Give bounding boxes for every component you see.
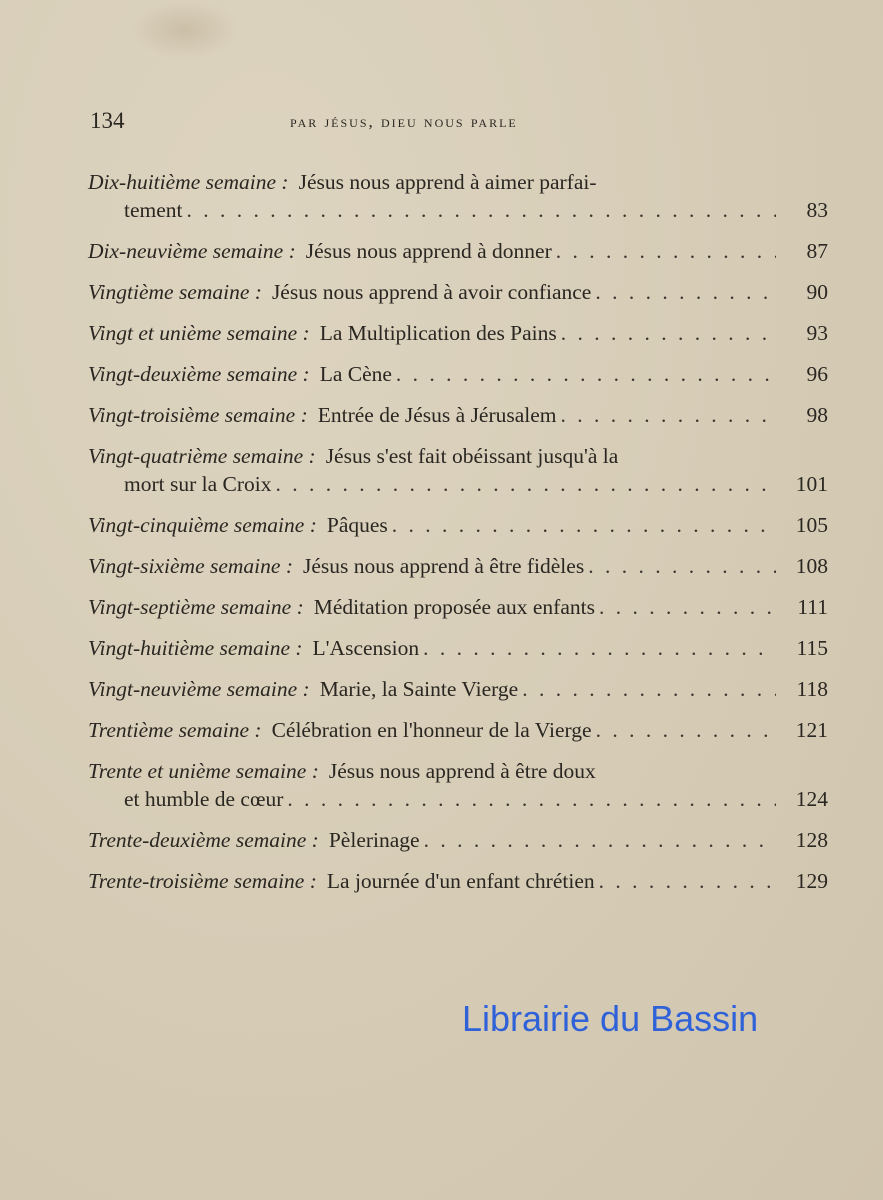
toc-entry: [88, 634, 828, 662]
toc-entry: [88, 278, 828, 306]
toc-page-number: 121: [795, 718, 828, 742]
toc-week: Vingt-huitième semaine :: [88, 636, 303, 660]
dot-leader: [396, 360, 776, 388]
toc-page-number: 90: [806, 280, 828, 304]
toc-page-number: 83: [806, 198, 828, 222]
toc-week: Vingt et unième semaine :: [88, 321, 310, 345]
toc-entry: [88, 237, 828, 265]
dot-leader: [287, 785, 776, 813]
toc-title: La Cène: [319, 362, 392, 386]
toc-entry: [88, 867, 828, 895]
toc-page-number: 93: [806, 321, 828, 345]
dot-leader: [599, 867, 776, 895]
toc-page-number: 115: [796, 636, 828, 660]
toc-week: Vingt-cinquième semaine :: [88, 513, 317, 537]
toc-title: La Multiplication des Pains: [319, 321, 557, 345]
dot-leader: [599, 593, 776, 621]
toc-title: L'Ascension: [312, 636, 420, 660]
toc-title: Pâques: [326, 513, 388, 537]
toc-page-number: 96: [806, 362, 828, 386]
toc-entry: [88, 401, 828, 429]
toc-week: Trente-deuxième semaine :: [88, 828, 319, 852]
dot-leader: [588, 552, 776, 580]
dot-leader: [561, 319, 776, 347]
watermark: Librairie du Bassin: [462, 998, 759, 1039]
toc-page-number: 111: [797, 595, 828, 619]
toc-week: Trentième semaine :: [88, 718, 262, 742]
page-header: [90, 108, 630, 138]
dot-leader: [561, 401, 776, 429]
toc-page-number: 124: [795, 787, 828, 811]
toc-week: Vingt-sixième semaine :: [88, 554, 293, 578]
toc-entry: [88, 360, 828, 388]
toc-title-continued: et humble de cœur: [124, 787, 284, 811]
toc-entry: [88, 826, 828, 854]
dot-leader: [423, 634, 776, 662]
toc-page-number: 87: [806, 239, 828, 263]
dot-leader: [596, 716, 776, 744]
toc-title: La journée d'un enfant chrétien: [326, 869, 595, 893]
dot-leader: [595, 278, 776, 306]
toc-week: Vingtième semaine :: [88, 280, 262, 304]
toc-title: Jésus nous apprend à être fidèles: [302, 554, 585, 578]
toc-entry: [88, 716, 828, 744]
toc-title: Méditation proposée aux enfants: [313, 595, 595, 619]
toc-week: Vingt-neuvième semaine :: [88, 677, 310, 701]
toc-entry: [88, 442, 828, 498]
toc-page-number: 105: [795, 513, 828, 537]
toc-week: Vingt-quatrième semaine :: [88, 444, 316, 468]
toc-week: Trente-troisième semaine :: [88, 869, 317, 893]
toc-page-number: 98: [806, 403, 828, 427]
toc-title: Pèlerinage: [328, 828, 420, 852]
toc-entry: [88, 675, 828, 703]
toc-title-continued: tement: [124, 198, 183, 222]
dot-leader: [276, 470, 777, 498]
toc-title: Jésus s'est fait obéissant jusqu'à la: [325, 444, 619, 468]
toc-week: Vingt-troisième semaine :: [88, 403, 308, 427]
toc-title: Jésus nous apprend à être doux: [328, 759, 596, 783]
dot-leader: [392, 511, 776, 539]
toc-title: Entrée de Jésus à Jérusalem: [317, 403, 557, 427]
toc-entry: [88, 511, 828, 539]
toc-week: Trente et unième semaine :: [88, 759, 319, 783]
toc-week: Dix-neuvième semaine :: [88, 239, 296, 263]
toc-page-number: 128: [795, 828, 828, 852]
dot-leader: [187, 196, 776, 224]
toc-entry: [88, 757, 828, 813]
toc-entry: [88, 552, 828, 580]
table-of-contents: [88, 168, 828, 908]
toc-week: Vingt-deuxième semaine :: [88, 362, 310, 386]
toc-page-number: 118: [796, 677, 828, 701]
running-title: par jésus, dieu nous parle: [290, 112, 518, 131]
paper-stain: [130, 0, 240, 60]
toc-title: Célébration en l'honneur de la Vierge: [271, 718, 592, 742]
dot-leader: [424, 826, 776, 854]
dot-leader: [522, 675, 776, 703]
toc-page-number: 129: [795, 869, 828, 893]
toc-title: Jésus nous apprend à aimer parfai-: [298, 170, 597, 194]
toc-title-continued: mort sur la Croix: [124, 472, 272, 496]
toc-entry: [88, 593, 828, 621]
toc-week: Dix-huitième semaine :: [88, 170, 289, 194]
toc-page-number: 101: [795, 472, 828, 496]
toc-title: Marie, la Sainte Vierge: [319, 677, 519, 701]
toc-entry: [88, 168, 828, 224]
toc-week: Vingt-septième semaine :: [88, 595, 304, 619]
toc-entry: [88, 319, 828, 347]
toc-title: Jésus nous apprend à avoir confiance: [271, 280, 592, 304]
toc-title: Jésus nous apprend à donner: [305, 239, 552, 263]
toc-page-number: 108: [795, 554, 828, 578]
page-number: 134: [90, 108, 125, 133]
dot-leader: [556, 237, 776, 265]
